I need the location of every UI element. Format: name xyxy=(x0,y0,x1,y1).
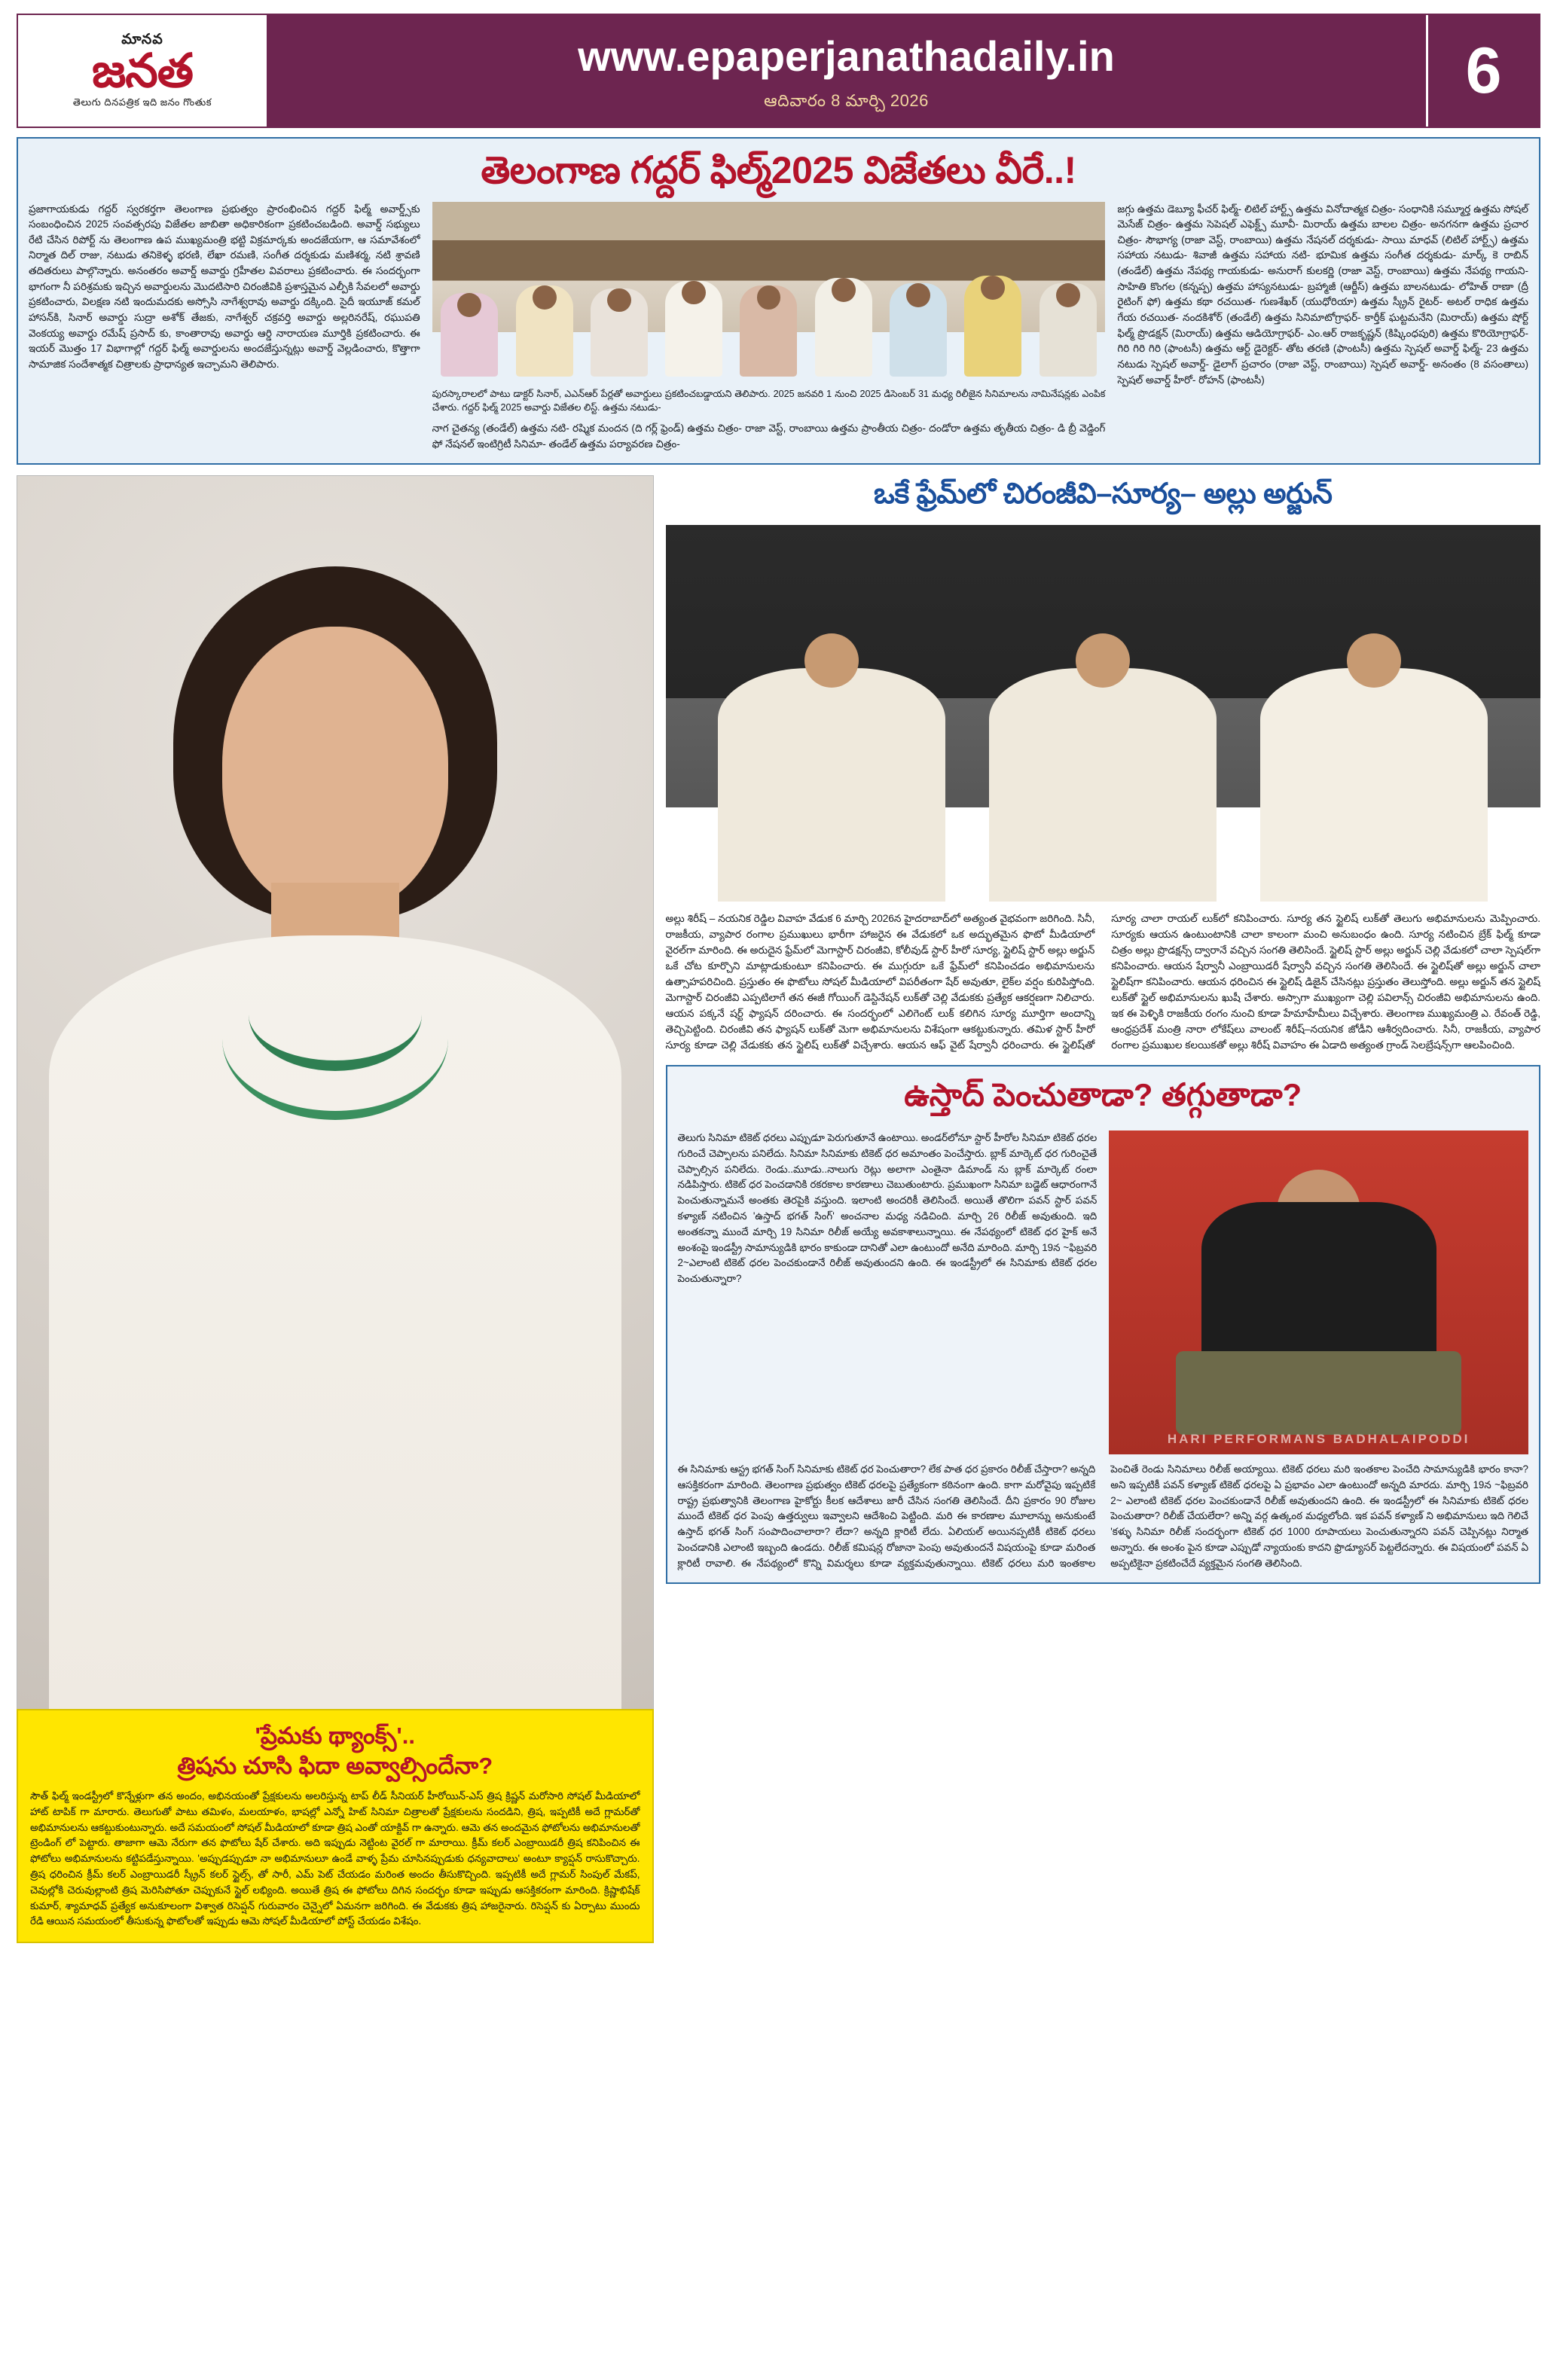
trisha-headline-line1: 'ప్రేమకు థ్యాంక్స్'.. xyxy=(255,1722,416,1749)
lead-photo-column xyxy=(432,202,1106,453)
page-number-box xyxy=(1426,15,1539,127)
logo-tagline: తెలుగు దినపత్రిక ఇది జనం గొంతుక xyxy=(72,96,212,108)
ustad-grid xyxy=(678,1130,1529,1454)
page-number: 6 xyxy=(1465,35,1502,107)
photo-figures xyxy=(432,250,1106,376)
figure xyxy=(890,283,947,377)
celebrities-photo xyxy=(666,525,1541,902)
figure xyxy=(591,288,648,377)
figure xyxy=(740,285,797,376)
figure xyxy=(441,293,498,376)
website-url[interactable]: www.epaperjanathadaily.in xyxy=(578,32,1115,80)
ustad-story-box xyxy=(666,1065,1541,1583)
lead-column-1: ప్రజాగాయకుడు గద్దర్ స్వరకర్తగా తెలంగాణ ప్రభుత్వం ప్రారంభించిన గద్దర్ ఫిల్మ్ అవార్డ్స్‌కు సంబంధించిన 2025 సంవత్సరపు విజేతల జాబితా అధికారికంగా ప్రకటించబడింది. అవార్డ్ సభ్యులు రేటి చేసిన రిపోర్ట్ ను తెలంగాణ ఉప ముఖ్యమంత్రి భట్టి విక్రమార్కకు అందజేయగా, ఆ సమావేశంలో నిర్మాత దిల్ రాజు, నటుడు తనికెళ్ళ భరణి, లేఖా రమణి, సంగీత దర్శకుడు మణిశర్మ, నటి శ్రావణి తదితరులు పాల్గొన్నారు. అనంతరం అవార్డ్ అవార్డు గ్రహీతల వివరాలు ప్రకటించారు. ఈ సందర్భంగా భాగంగా నీ పరిశ్రమకు ఇచ్చిన అవార్డులను మొదటిసారి చిరంజీవికి ప్రశాస్తమైన ఎల్పీకి సేవలలో అవార్డు ప్రకటించారు, విలక్షణ నటి ఇందుమదకు అస్సోసి నాగేశ్వరావు అవార్డు దక్కింది. సైదీ ఇయూజ్ కమల్ హాసన్‌కి, సినార్ అవార్డు సుద్రా అశోక్ తేజకు, నాగేశ్వర్ చక్రవర్తి అవార్డు అల్లరినరేష్, రఘుపతి వెంకయ్య అవార్డు రమేష్ ప్రసాద్ కు, కాంతారావు అవార్డు ఆర్డి నారాయణ మూర్తికి ప్రకటించారు. ఈ ఇయర్ మొత్తం 17 విభాగాల్లో గద్దర్ ఫిల్మ్ అవార్డులను అందజేస్తున్నట్లు అవార్డ్ వెల్లడించారు, కొత్తాగా సామాజిక సందేశాత్మక చిత్రాలకు ప్రాధాన్యత ఇచ్చామని తెలిపారు. xyxy=(29,203,420,371)
trisha-photo xyxy=(17,476,653,1711)
legs-shape xyxy=(1176,1351,1461,1436)
necklace-outer xyxy=(222,958,448,1120)
publication-date: ఆదివారం 8 మార్చి 2026 xyxy=(764,91,929,110)
logo-main-text: జనత xyxy=(91,44,194,97)
one-frame-body: అల్లు శిరీష్ – నయనిక రెడ్డిల వివాహ వేడుక 6 మార్చి 2026న హైదరాబాద్‌లో అత్యంత వైభవంగా జరిగింది. సినీ, రాజకీయ, వ్యాపార రంగాల ప్రముఖులు భారీగా హాజరైన ఈ వేడుకలో ఒక అద్భుతమైన ఫొటో మీడియాలో వైరల్‌గా మారింది. ఈ అరుదైన ఫ్రేమ్‌లో మెగాస్టార్ చిరంజీవి, కోలీవుడ్ స్టార్ హీరో సూర్య, స్టైలిష్ స్టార్ అల్లు అర్జున్ ఒకే చోట కూర్చొని మాట్లాడుకుంటూ కనిపించారు. ఈ ముగ్గురూ ఒకే ఫ్రేమ్‌లో కనిపించడం అభిమానులను ఉత్సాహపరిచింది. ప్రస్తుతం ఈ ఫొటోలు సోషల్ మీడియాలో విపరీతంగా షేర్ అవుతూ, లైక్‌ల వర్షం కురిపిస్తోంది. మెగాస్టార్ చిరంజీవి ఎప్పటిలాగే తన ఈజీ గోయింగ్ డెస్టినేషన్ లుక్‌తో చెల్లి వేడుకకు ప్రత్యేక ఆకర్షణగా నిలిచారు. ఆయన పక్కనే షర్ట్ ఫ్యాషన్ దరించారు. ఈ సందర్భంలో ఎలిగెంట్ లుక్ కలిగిన సూర్య మూర్తిగా అందాన్ని తెచ్చిపెట్టింది. చిరంజీవి తన ఫ్యాషన్ లుక్‌తో మెగా అభిమానులను విశేషంగా ఆకట్టుకున్నారు. తమిళ స్టార్ హీరో సూర్య కూడా చెల్లి వేడుకకు తన స్టైలిష్ లుక్‌తో విచ్చేశారు. ఆయన ఆఫ్ వైట్ షేర్వానీ ధరించారు. ఈ స్టైలిష్‌తో సూర్య చాలా రాయల్ లుక్‌లో కనిపించారు. సూర్య తన స్టైలిష్ లుక్‌తో తెలుగు అభిమానులను మెప్పించారు. సూర్యకు ఆయన ఉంటుంటానికి చాలా కాలంగా మంచి అనుబంధం ఉంది. సూర్య నటించిన బ్రేక్ ఫిల్మ్ కూడా చిత్రం అల్లు ప్రొడక్షన్స్ ద్వారానే వచ్చిన సంగతి తెలిసిందే. స్టైలిష్ స్టార్ అల్లు అర్జున్ చెల్లి వేడుకలో చాలా స్పెషల్‌గా కనిపించారు. ఆయన షేర్వానీ ఎంబ్రాయిడరీ షేర్వానీ వచ్చిన సంగతి తెలిసిందే. ఈ స్టైలిష్‌తో అల్లు అర్జున్ చాలా స్టైలిష్‌గా కనిపించారు. ఆయన ధరించిన ఈ స్టైలిష్ డిజైన్ చేసినట్లు ప్రస్తుతం తెలుస్తోంది. అల్లు అర్జున్ తన స్టైలిష్ లుక్‌తో స్టైల్ అభిమానులను ఖుషీ చేశారు. అస్సాగా ముఖ్యంగా చెల్లి పవిలాన్స్ చిరంజీవి అభిమానులను ఉంది. ఇక ఈ పెళ్ళికి రాజకీయ రంగం నుంచి కూడా హేమాహేమీలు విచ్చేశారు. తెలంగాణ ముఖ్యమంత్రి ఎ. రేవంత్ రెడ్డి, ఆంధ్రప్రదేశ్ మంత్రి నారా లోకేష్‌లు వాలంట్ శిరీష్–నయనిక జోడీని ఆశీర్వదించారు. సినీ, రాజకీయ, వ్యాపార రంగాల ప్రముఖుల కలయికతో అల్లు శిరీష్ వివాహం ఈ ఏడాది అత్యంత గ్రాండ్ సెలబ్రేషన్స్‌గా ఆలపించింది. xyxy=(665,912,1540,1051)
pawan-kalyan-photo xyxy=(1109,1130,1528,1454)
trisha-headline xyxy=(30,1721,640,1782)
person-allu-arjun xyxy=(1260,668,1488,902)
lead-story-box xyxy=(17,137,1540,465)
trisha-yellow-box xyxy=(17,1709,654,1943)
logo-small-text: మానవ xyxy=(121,31,163,47)
ustad-headline: ఉస్తాద్ పెంచుతాడా? తగ్గుతాడా? xyxy=(904,1077,1302,1113)
one-frame-story xyxy=(666,475,1541,1054)
trisha-story xyxy=(17,475,654,1943)
ustad-body-left: తెలుగు సినిమా టికెట్ ధరలు ఎప్పుడూ పెరుగుతూనే ఉంటాయి. అండర్‌లోనూ స్టార్ హీరోల సినిమా టికెట్ ధరల గురించే చెప్పాలను పనిలేదు. సినిమా సినిమాకు టికెట్ ధర అమాంతం పెంచేస్తారు. బ్లాక్ మార్కెట్ ధర గురించైతే చెప్పాల్సిన పనిలేదు. రెండు..మూడు..నాలుగు రెట్లు అలాగా ఎంతైనా డిమాండ్ ను బ్లాక్ మార్కెట్ రంలా నడిపిస్తారు. టికెట్ ధర పెంచడానికి రకరకాల కారణాలు చెబుతుంటారు. ప్రముఖంగా సినిమా బడ్జెట్ ఆధారంగానే పెంచుతున్నామనే అంతకు తెరపైకి వస్తుంది. ఇలాంటి అందరికీ తెలిసిందే. అయితే తొలిగా పవన్ స్టార్ పవన్ కళ్యాణ్ నటించిన 'ఉస్తాద్ భగత్ సింగ్' అంచనాల మధ్య నడిచింది. మార్చి 26 రిలీజ్ అవుతుంది. ఇది అంతకన్నా ముందే మార్చి 19 సినిమా రిలీజ్ అయ్యే అవకాశాలున్నాయి. ఈ నేపథ్యంలో టికెట్ ధర హైక్ అనే అంశంపై ఇండస్ట్రీ సామాన్యుడికి భారం కాకుండా దానితో ఎలా ఉంటుందో అనేది మారింది. మార్చి 19న ~ఫిబ్రవరి 2~ఎలాంటి టికెట్ ధరల పెంచకుండానే రిలీజ్ అవుతుందని ఉంది. ఈ ఇండస్ట్రీలో ఈ సినిమాకు టికెట్ ధరల పెంచుతున్నారా? xyxy=(677,1132,1098,1285)
ustad-body-right: ఈ సినిమాకు ఆస్ట్ర భగత్ సింగ్ సినిమాకు టికెట్ ధర పెంచుతారా? లేక పాత ధర ప్రకారం రిలీజ్ చేస్తారా? అన్నది ఆసక్తికరంగా మారింది. తెలంగాణ ప్రభుత్వం టికెట్ ధరలపై ప్రత్యేకంగా కఠినంగా ఉంది. కాగా మరోవైపు ఇప్పటికే రాష్ట్ర ప్రభుత్వానికి తెలంగాణ హైకోర్టు కీలక ఆదేశాలు జారీ చేసిన సంగతి తెలిసిందే. దీని ప్రకారం 90 రోజుల ముందే టికెట్ ధర పెంపు ఉత్తర్వులు ఇవ్వాలని ఆదేశించి పెట్టింది. మరి ఈ కారణాల మూలాన్ను అనుకుంటే ఉస్తాద్ భగత్ సింగ్ సంపాదించాలారా? లేదా? అన్నది క్లారిటీ లేదు. ఏలియల్ అయినప్పటికీ టికెట్ ధరలు పెంచడానికి ఎలాంటి ఇబ్బంది ఉండదు. రిలీజ్ కమిషన్ల రోజానా పెంపు అవుతుందనే విషయంపై కూడా మరింత క్లారిటీ రావాలి. ఈ నేపథ్యంలో కొన్ని విమర్శలు కూడా వ్యక్తమవుతున్నాయి. టికెట్ ధరలు మరి ఇంతకాల పెంచితే రెండు సినిమాలు రిలీజ్ అయ్యాయి. టికెట్ ధరలు మరి ఇంతకాల పెంచేది సామాన్యుడికి భారం కానా? అని ఇప్పటికీ పవన్ కళ్యాణ్ టికెట్ ధరలపై ఏ ప్రభావం ఎలా ఉంటుందో అన్నది మారదు. మార్చి 19న ~ఫిబ్రవరి 2~ ఎలాంటి టికెట్ ధరల పెంచకుండానే రిలీజ్ అవుతుందని ఉంది. ఈ ఇండస్ట్రీలో ఈ సినిమాకు టికెట్ ధరల పెంచుతారా? రిలీజ్ చేయలేరా? అన్ని వర్గ ఉత్కంఠ మధ్యలోంది. ఇక పవన్ కళ్యాణ్ ని అభిమానులు ఇది గెలిచే 'కళ్ళు సినిమా రిలీజ్ సందర్భంగా టికెట్ ధర 1000 రూపాయలు పెంచుతున్నారని పవన్ చెప్పినట్లు నిర్మాత అన్నారు. ఈ అంశం పైన కూడా ఎప్పుడో న్యాయంకు కాదని ఫ్రొడ్యూసర్ పెట్టలేదన్నారు. ఈ విషయంలో పవన్ ఏ అప్పటికైనా ప్రకటించేదే వ్యక్తమైన సంగతి తెలిసింది. xyxy=(677,1463,1528,1569)
lead-photo-caption: పురస్కారాలలో పాటు డాక్టర్ సినార్, ఎఎన్ఆర్ పేర్లతో అవార్డులు ప్రకటించబడ్డాయని తెలిపారు. 2025 జనవరి 1 నుంచి 2025 డిసెంబర్ 31 మధ్య రిలీజైన సినిమాలను నామినేషన్లకు ఎంపిక చేశారు. గద్దర్ ఫిల్మ్ 2025 అవార్డు విజేతల లిస్ట్. ఉత్తమ నటుడు- xyxy=(432,388,1106,413)
figure xyxy=(1040,283,1097,377)
figure xyxy=(815,278,872,376)
lead-headline: తెలంగాణ గద్దర్ ఫిల్మ్‌2025 విజేతలు వీరే..! xyxy=(481,149,1076,191)
award-ceremony-photo-1 xyxy=(432,202,1106,377)
figure xyxy=(516,285,573,376)
person-surya xyxy=(989,668,1217,902)
right-column xyxy=(666,475,1541,1584)
masthead xyxy=(17,14,1540,128)
masthead-center xyxy=(267,27,1426,114)
one-frame-headline: ఒకే ఫ్రేమ్‌లో చిరంజీవి–సూర్య– అల్లు అర్జున్ xyxy=(874,478,1333,510)
newspaper-logo xyxy=(18,15,267,127)
poster-text: HARI PERFORMANS BADHALAIPODDI xyxy=(1167,1432,1470,1447)
lead-columns xyxy=(29,202,1528,453)
middle-section xyxy=(17,475,1540,1943)
person-chiranjeevi xyxy=(718,668,945,902)
trisha-body-text: సౌత్ ఫిల్మ్ ఇండస్ట్రీలో కొన్నేళ్లుగా తన అందం, అభినయంతో ప్రేక్షకులను అలరిస్తున్న టాప్ లీడ్ సీనియర్ హీరోయిన్-ఎస్ త్రిష క్రిష్ణన్ మరోసారి సోషల్ మీడియాలో హాట్ టాపిక్ గా మారారు. తెలుగుతో పాటు తమిళం, మలయాళం, భాషల్లో ఎన్నో హిట్ సినిమా చిత్రాలతో ప్రేక్షకులను సందడిని, త్రిష, ఇప్పటికీ అదే గ్లామర్‌తో అభిమానులను ఆకట్టుకుంటున్నారు. అదే సమయంలో సోషల్ మీడియాలో కూడా త్రిష ఎంతో యాక్టివ్ గా ఉన్నారు. ఆమె తన అందమైన ఫోటోలను అభిమానులతో ట్రెండింగ్ లో పెట్టారు. తాజాగా ఆమె నేరుగా తన ఫొటోలు షేర్ చేశారు. అది ఇప్పుడు నెట్టింట వైరల్ గా మారాయి. క్రీమ్ కలర్ ఎంబ్రాయిడరీ త్రిష కనిపించిన ఈ ఫోటోలు అభిమానులను కట్టిపడేస్తున్నాయి. 'అప్పుడప్పుడూ నా అభిమానులూ ఉండే వాళ్ళ ప్రేమ చూసినప్పుడుకు ధన్యవాదాలు' అంటూ క్యాప్షన్ రాసుకొచ్చారు. త్రిష ధరించిన క్రీమ్ కలర్ ఎంబ్రాయిడరీ స్క్రీన్ కలర్ స్టైల్స్, తో సారీ, ఎమ్ పెట్ చేయడం మరింత అందం తీసుకొచ్చింది. ఇప్పటికీ అదే గ్లామర్ సింపుల్ మేకప్, చెవుల్లోకి చెరువుల్లాంటి త్రిష మెరిసిపోతూ చెప్పుకునే స్టైల్ లభ్యింది. అయితే త్రిష ఈ ఫోటోలు దిగిన సందర్భం కూడా ఇప్పుడు ఆసక్తికరంగా మారింది. క్రిష్ణాభిషేక్ కుమార్, శ్యామాధవ్ ప్రత్యేక అనుకూలంగా విశ్వాత రిసెప్షన్ గురువారం చెన్నైలో ఏమనగా జరిగింది. ఈ వేడుకకు త్రిష హాజరైనారు. రిసెప్షన్ కు ఏర్పాటు ముందు రేడి ఆయిన సమయంలో తీసుకున్న ఫొటోలతో ఇప్పుడు ఆమె సోషల్ మీడియాలో పోస్ట్ చేయడం విశేషం. xyxy=(30,1790,640,1927)
lead-column-2-text: నాగ చైతన్య (తండేల్) ఉత్తమ నటి- రష్మిక మందన (ది గర్ల్ ఫ్రెండ్) ఉత్తమ చిత్రం- రాజా వెస్ట్, రాంబాయి ఉత్తమ ప్రాంతీయ చిత్రం- దండోరా ఉత్తమ తృతీయ చిత్రం- డి బ్రీ వెడ్డింగ్ ఫో నేషనల్ ఇంటిగ్రిటీ సినిమా- తండేల్ ఉత్తమ పర్యావరణ చిత్రం- xyxy=(432,423,1106,450)
trisha-headline-line2: త్రిషను చూసి ఫిదా అవ్వాల్సిందేనా? xyxy=(177,1752,493,1779)
figure xyxy=(665,281,722,377)
face-shape xyxy=(222,627,448,913)
figure xyxy=(964,276,1021,377)
lead-column-3: జగ్గు ఉత్తమ డెబ్యూ ఫీచర్ ఫిల్మ్- లిటిల్ హార్ట్స్ ఉత్తమ వినోదాత్మక చిత్రం- సంధానికి సమ్మూర్త ఉత్తమ సోషల్ మెసేజ్ చిత్రం- ఉత్తమ సెపెషల్ ఎఫెక్ట్స్ మూవీ- మిరాయ్ ఉత్తమ బాలల చిత్రం- అనగనగా ఉత్తమ ప్రచార చిత్రం- సౌభాగ్య (రాజా వెస్ట్, రాంబాయి) ఉత్తమ నేషనల్ దర్శకుడు- సాయి మాధవ్ (లిటిల్ హార్ట్స్) ఉత్తమ సహాయ నటుడు- శివాజీ ఉత్తమ సహాయ నటి- భూమిక ఉత్తమ సంగీత దర్శకుడు- మార్క్ కె రాబిన్ (తండేల్) ఉత్తమ నేపథ్య గాయకుడు- అనురాగ్ కులకర్ణి (రాజా వెస్ట్, రాంబాయి) ఉత్తమ నేపథ్య గాయని- సాహితి కొంగల (కన్నప్ప) ఉత్తమ హాస్యనటుడు- బ్రహ్మాజీ (ఆర్జీస్) ఉత్తమ బాలనటుడు- లోహిత్ రాణా (ద్రీ రైటింగ్ ఫో) ఉత్తమ కథా రచయిత- గుణశేఖర్ (యుధోరియా) ఉత్తమ స్క్రీన్ రైటర్- అటల్ రాధిక ఉత్తమ గేయ రచయిత- నందకిశోర్ (తండేల్) ఉత్తమ సినిమాటోగ్రాఫర్- కార్తీక్ ఘట్టమనేని (మిరాయ్) ఉత్తమ షోర్ట్ ఫిల్మ్ ప్రొడక్షన్ (మిరాయ్) ఉత్తమ ఆడియోగ్రాఫర్- ఎం.ఆర్ రాజకృష్ణన్ (కిష్కింధపురి) ఉత్తమ కొరియోగ్రాఫర్- గిరి గిరి గిరి (ఫాంటసీ) ఉత్తమ ఆర్ట్ డైరెక్టర్- తోట తరణి (ఫాంటసీ) ఉత్తమ స్పెషల్ అవార్డ్ ఫిల్మ్- 23 ఉత్తమ నటుడు స్పెషల్ అవార్డ్- డైలాగ్ ప్రచారం (రాజా వెస్ట్, రాంబాయి) స్పెషల్ అవార్డ్- అనంతం (8 వసంతాలు) స్పెషల్ అవార్డ్ హీరో- రోహన్ (ఫాంటసీ) xyxy=(1117,203,1528,386)
trisha-photo-wrap xyxy=(17,475,654,1712)
